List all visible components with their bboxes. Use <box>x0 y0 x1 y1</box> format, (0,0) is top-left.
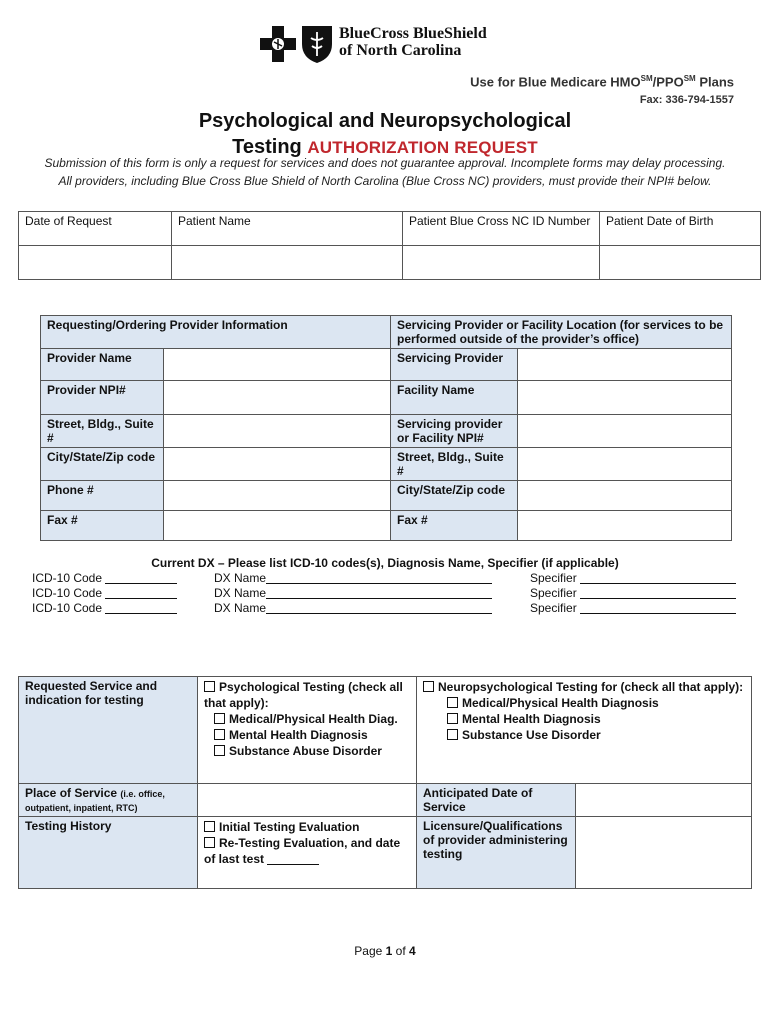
fax-label: Fax # <box>41 511 164 541</box>
provider-name-label: Provider Name <box>41 349 164 381</box>
icd-code-row-2: ICD-10 Code <box>32 586 177 600</box>
servicing-fax-label: Fax # <box>391 511 518 541</box>
neuro-item-mental[interactable]: Mental Health Diagnosis <box>423 711 745 727</box>
testing-history-label: Testing History <box>19 817 198 889</box>
icd-code-field-3[interactable] <box>105 602 177 614</box>
servicing-fax-field[interactable] <box>518 511 732 541</box>
dx-name-row-2: DX Name <box>214 586 492 600</box>
servicing-city-label: City/State/Zip code <box>391 481 518 511</box>
requesting-provider-header: Requesting/Ordering Provider Information <box>41 316 391 349</box>
shield-logo-icon <box>300 24 334 64</box>
phone-label: Phone # <box>41 481 164 511</box>
specifier-row-3: Specifier <box>530 601 736 615</box>
place-of-service-label: Place of Service (i.e. office, outpatient, inpatient, RTC) <box>19 784 198 817</box>
icd-code-field-1[interactable] <box>105 572 177 584</box>
icd-code-field-2[interactable] <box>105 587 177 599</box>
specifier-row-2: Specifier <box>530 586 736 600</box>
servicing-city-field[interactable] <box>518 481 732 511</box>
checkbox-icon[interactable] <box>447 697 458 708</box>
checkbox-icon[interactable] <box>204 681 215 692</box>
plans-line: Use for Blue Medicare HMO℠/PPO℠ Plans <box>470 74 734 90</box>
facility-name-field[interactable] <box>518 381 732 415</box>
city-state-zip-label: City/State/Zip code <box>41 448 164 481</box>
intro-line-2: All providers, including Blue Cross Blue Shield of North Carolina (Blue Cross NC) providers, must provide their NPI# below. <box>58 174 712 188</box>
dx-name-field-3[interactable] <box>266 602 492 614</box>
dx-name-field-1[interactable] <box>266 572 492 584</box>
specifier-field-3[interactable] <box>580 602 736 614</box>
checkbox-icon[interactable] <box>204 821 215 832</box>
psych-testing-cell <box>198 677 417 784</box>
specifier-field-2[interactable] <box>580 587 736 599</box>
psych-item-medical[interactable]: Medical/Physical Health Diag. <box>204 711 410 727</box>
icd-code-row-1: ICD-10 Code <box>32 571 177 585</box>
psych-item-mental[interactable]: Mental Health Diagnosis <box>204 727 410 743</box>
checkbox-icon[interactable] <box>214 713 225 724</box>
patient-name-field[interactable] <box>172 246 403 280</box>
provider-npi-field[interactable] <box>164 381 391 415</box>
facility-name-label: Facility Name <box>391 381 518 415</box>
testing-history-cell <box>198 817 417 889</box>
neuro-testing-option[interactable]: Neuropsychological Testing for (check all that apply): <box>423 679 745 695</box>
dx-heading: Current DX – Please list ICD-10 codes(s), Diagnosis Name, Specifier (if applicable) <box>151 556 619 570</box>
patient-id-label: Patient Blue Cross NC ID Number <box>403 212 600 246</box>
patient-dob-label: Patient Date of Birth <box>600 212 761 246</box>
dx-name-field-2[interactable] <box>266 587 492 599</box>
street-label: Street, Bldg., Suite # <box>41 415 164 448</box>
intro-line-1: Submission of this form is only a request for services and does not guarantee approval. Incomplete forms may delay processing. <box>44 156 726 170</box>
patient-id-field[interactable] <box>403 246 600 280</box>
provider-npi-label: Provider NPI# <box>41 381 164 415</box>
retesting-option[interactable]: Re-Testing Evaluation, and date of last test <box>204 836 401 866</box>
specifier-field-1[interactable] <box>580 572 736 584</box>
form-subtitle: Testing AUTHORIZATION REQUEST <box>232 136 538 158</box>
servicing-street-label: Street, Bldg., Suite # <box>391 448 518 481</box>
date-of-request-label: Date of Request <box>19 212 172 246</box>
dx-name-row-1: DX Name <box>214 571 492 585</box>
servicing-provider-label: Servicing Provider <box>391 349 518 381</box>
date-of-request-field[interactable] <box>19 246 172 280</box>
neuro-testing-cell <box>417 677 752 784</box>
dx-name-row-3: DX Name <box>214 601 492 615</box>
street-field[interactable] <box>164 415 391 448</box>
anticipated-date-field[interactable] <box>576 784 752 817</box>
licensure-label: Licensure/Qualifications of provider administering testing <box>417 817 576 889</box>
service-table <box>18 676 752 889</box>
initial-eval-option[interactable]: Initial Testing Evaluation <box>204 819 410 835</box>
provider-name-field[interactable] <box>164 349 391 381</box>
checkbox-icon[interactable] <box>447 729 458 740</box>
patient-name-label: Patient Name <box>172 212 403 246</box>
psych-item-substance[interactable]: Substance Abuse Disorder <box>204 743 410 759</box>
checkbox-icon[interactable] <box>214 745 225 756</box>
page-number: Page 1 of 4 <box>354 944 416 958</box>
phone-field[interactable] <box>164 481 391 511</box>
requested-service-label: Requested Service and indication for testing <box>19 677 198 784</box>
company-logo-text: BlueCross BlueShield of North Carolina <box>339 25 487 59</box>
neuro-item-medical[interactable]: Medical/Physical Health Diagnosis <box>423 695 745 711</box>
last-test-date-field[interactable] <box>267 853 319 865</box>
city-state-zip-field[interactable] <box>164 448 391 481</box>
cross-logo-icon <box>260 26 296 62</box>
patient-dob-field[interactable] <box>600 246 761 280</box>
fax-field[interactable] <box>164 511 391 541</box>
servicing-provider-header: Servicing Provider or Facility Location (for services to be performed outside of the provider’s office) <box>391 316 732 349</box>
servicing-npi-label: Servicing provider or Facility NPI# <box>391 415 518 448</box>
checkbox-icon[interactable] <box>447 713 458 724</box>
licensure-field[interactable] <box>576 817 752 889</box>
specifier-row-1: Specifier <box>530 571 736 585</box>
servicing-street-field[interactable] <box>518 448 732 481</box>
form-title: Psychological and Neuropsychological <box>198 110 572 132</box>
neuro-item-substance[interactable]: Substance Use Disorder <box>423 727 745 743</box>
anticipated-date-label: Anticipated Date of Service <box>417 784 576 817</box>
patient-table <box>18 211 761 280</box>
psych-testing-option[interactable]: Psychological Testing (check all that apply): <box>204 680 403 710</box>
provider-table <box>40 315 732 541</box>
servicing-npi-field[interactable] <box>518 415 732 448</box>
fax-number: Fax: 336-794-1557 <box>639 94 734 106</box>
servicing-provider-field[interactable] <box>518 349 732 381</box>
checkbox-icon[interactable] <box>214 729 225 740</box>
icd-code-row-3: ICD-10 Code <box>32 601 177 615</box>
checkbox-icon[interactable] <box>204 837 215 848</box>
checkbox-icon[interactable] <box>423 681 434 692</box>
place-of-service-field[interactable] <box>198 784 417 817</box>
